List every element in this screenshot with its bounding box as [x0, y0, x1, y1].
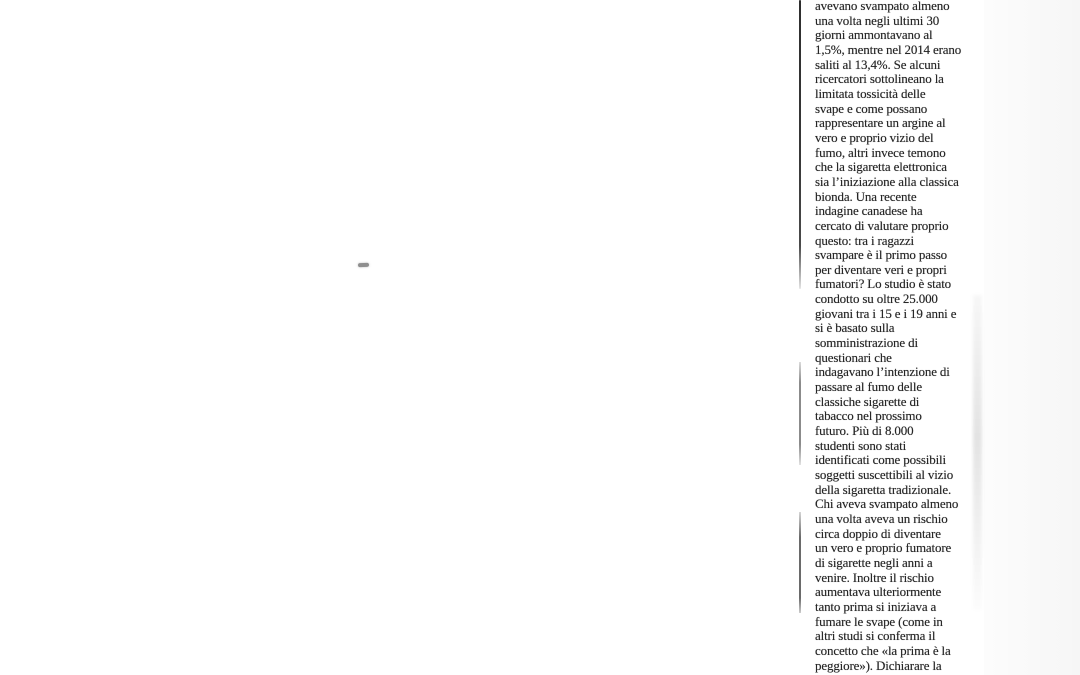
text-line: fumo, altri invece temono	[815, 144, 946, 160]
text-line: indagine canadese ha	[815, 203, 923, 219]
text-line: una volta aveva un rischio	[815, 510, 948, 526]
text-line: passare al fumo delle	[815, 379, 922, 395]
text-line: fumare le svape (come in	[815, 613, 943, 629]
text-line: rappresentare un argine al	[815, 115, 946, 131]
text-line: si è basato sulla	[815, 320, 895, 336]
text-line: avevano svampato almeno	[815, 0, 950, 13]
text-line: peggiore»). Dichiarare la	[815, 657, 942, 673]
column-rule-segment-bottom	[799, 512, 801, 613]
text-line: di sigarette negli anni a	[815, 554, 933, 570]
text-line: giorni ammontavano al	[815, 27, 933, 43]
text-line: classiche sigarette di	[815, 393, 920, 409]
text-line: somministrazione di	[815, 335, 918, 351]
text-line: svampare è il primo passo	[815, 247, 947, 263]
text-line: Chi aveva svampato almeno	[815, 496, 959, 512]
text-line: altri studi si conferma il	[815, 628, 936, 644]
text-line: futuro. Più di 8.000	[815, 423, 914, 439]
text-line: circa doppio di diventare	[815, 525, 941, 541]
text-line: giovani tra i 15 e i 19 anni e	[815, 305, 957, 321]
text-line: tanto prima si iniziava a	[815, 598, 937, 614]
text-line: fumatori? Lo studio è stato	[815, 276, 952, 292]
text-line: della sigaretta tradizionale.	[815, 481, 952, 497]
text-line: una volta negli ultimi 30	[815, 12, 940, 28]
column-rule-segment-middle	[799, 362, 801, 465]
text-line: condotto su oltre 25.000	[815, 291, 938, 307]
text-line: bionda. Una recente	[815, 188, 917, 204]
text-line: vero e proprio vizio del	[815, 129, 934, 145]
text-line: tabacco nel prossimo	[815, 408, 922, 424]
text-line: questo: tra i ragazzi	[815, 232, 914, 248]
text-line: studenti sono stati	[815, 437, 907, 453]
text-line: limitata tossicità delle	[815, 85, 926, 101]
text-line: saliti al 13,4%. Se alcuni	[815, 56, 941, 72]
text-line: identificati come possibili	[815, 452, 946, 468]
text-line: venire. Inoltre il rischio	[815, 569, 934, 585]
text-line: sia l’iniziazione alla classica	[815, 173, 959, 189]
column-rule-segment-top	[799, 0, 801, 289]
text-line: cercato di valutare proprio	[815, 217, 949, 233]
text-line: un vero e proprio fumatore	[815, 540, 952, 556]
text-line: ricercatori sottolineano la	[815, 71, 944, 87]
scanner-shadow-wash	[984, 0, 1080, 675]
scan-artifact-dash	[358, 263, 369, 267]
text-line: questionari che	[815, 349, 892, 365]
text-line: indagavano l’intenzione di	[815, 364, 950, 380]
text-line: che la sigaretta elettronica	[815, 159, 947, 175]
text-line: soggetti suscettibili al vizio	[815, 467, 954, 482]
article-text-column	[815, 0, 985, 673]
text-line: concetto che «la prima è la	[815, 642, 951, 658]
text-line: 1,5%, mentre nel 2014 erano	[815, 41, 962, 57]
text-line: svape e come possano	[815, 100, 928, 116]
text-line: per diventare veri e propri	[815, 261, 947, 277]
text-line: aumentava ulteriormente	[815, 584, 942, 600]
